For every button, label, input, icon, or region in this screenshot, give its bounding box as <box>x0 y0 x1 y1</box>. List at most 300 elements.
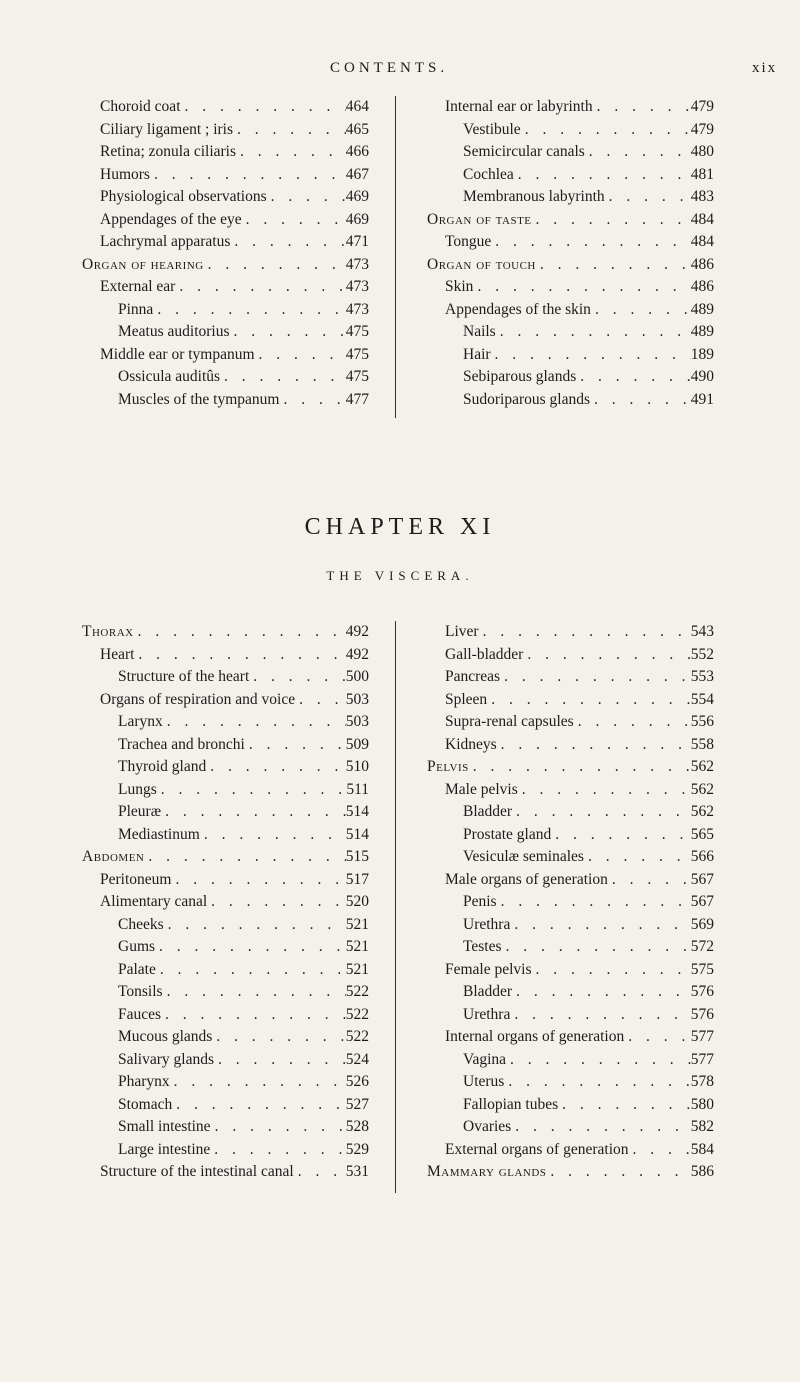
toc-entry <box>82 1116 369 1139</box>
toc-entry-label: Prostate gland <box>463 825 552 843</box>
toc-entry-label: Pinna <box>118 300 154 318</box>
toc-entry-page: 577 <box>690 1050 714 1068</box>
toc-entry <box>82 959 369 982</box>
toc-entry-page: 524 <box>345 1050 369 1068</box>
dot-leader <box>157 779 347 802</box>
toc-entry-page: 475 <box>345 368 369 385</box>
toc-entry-page: 475 <box>345 323 369 340</box>
toc-entry-label: Large intestine <box>118 1140 211 1158</box>
toc-entry-page: 562 <box>690 758 714 775</box>
toc-entry <box>82 299 369 322</box>
toc-entry-label: Membranous labyrinth <box>463 188 605 205</box>
toc-entry-page: 522 <box>345 983 369 1000</box>
toc-entry-page: 569 <box>690 915 714 933</box>
dot-leader <box>134 644 345 667</box>
dot-leader <box>212 1026 345 1049</box>
toc-entry <box>427 254 714 277</box>
toc-entry-page: 580 <box>690 1095 714 1113</box>
dot-leader <box>496 321 691 344</box>
toc-entry <box>82 756 369 779</box>
toc-entry <box>82 981 369 1004</box>
toc-entry <box>82 1026 369 1049</box>
toc-entry-label: Organs of respiration and voice <box>100 690 296 708</box>
dot-leader <box>546 1161 690 1184</box>
dot-leader <box>155 936 346 959</box>
toc-entry-label: Pelvis <box>427 758 469 775</box>
toc-entry-page: 515 <box>345 848 369 865</box>
toc-entry <box>427 1094 714 1117</box>
toc-entry <box>427 689 714 712</box>
toc-entry-label: Cochlea <box>463 165 514 183</box>
toc-entry-label: Internal ear or labyrinth <box>445 98 593 115</box>
toc-entry-page: 566 <box>690 848 714 865</box>
dot-leader <box>510 1004 690 1027</box>
dot-leader <box>536 254 691 277</box>
toc-entry <box>82 801 369 824</box>
toc-entry-label: Small intestine <box>118 1118 211 1135</box>
toc-entry-label: Physiological observations <box>100 188 267 205</box>
toc-entry-page: 464 <box>345 98 369 115</box>
toc-entry <box>427 1139 714 1162</box>
toc-entry <box>82 254 369 277</box>
toc-entry-label: Supra-renal capsules <box>445 713 574 730</box>
toc-entry <box>427 756 714 779</box>
toc-entry <box>427 119 714 142</box>
chapter-subtitle: THE VISCERA. <box>326 568 474 583</box>
dot-leader <box>175 276 345 299</box>
toc-entry-label: Bladder <box>463 983 513 1000</box>
dot-leader <box>161 801 346 824</box>
toc-entry-label: Structure of the heart <box>118 668 250 685</box>
toc-entry-page: 473 <box>345 300 369 318</box>
dot-leader <box>624 1026 691 1049</box>
toc-entry-label: Mucous glands <box>118 1028 213 1045</box>
toc-entry-label: Gums <box>118 938 156 955</box>
toc-entry <box>82 689 369 712</box>
dot-leader <box>576 366 691 389</box>
toc-entry-label: Nails <box>463 323 496 340</box>
toc-entry-label: Tonsils <box>118 983 163 1000</box>
toc-entry-label: Male organs of generation <box>445 870 608 888</box>
toc-entry-page: 491 <box>690 390 714 408</box>
toc-entry-page: 521 <box>345 938 369 955</box>
dot-leader <box>605 186 691 209</box>
toc-entry-page: 577 <box>690 1028 714 1045</box>
toc-entry <box>427 209 714 232</box>
toc-entry-page: 514 <box>345 803 369 820</box>
dot-leader <box>236 141 346 164</box>
toc-entry-page: 582 <box>690 1118 714 1135</box>
toc-entry-label: Lungs <box>118 780 157 798</box>
column-divider <box>395 621 396 1193</box>
toc-entry-page: 531 <box>345 1163 369 1180</box>
toc-entry-label: Ovaries <box>463 1118 512 1135</box>
toc-entry-page: 490 <box>690 368 714 385</box>
dot-leader <box>590 389 691 412</box>
toc-entry <box>427 321 714 344</box>
dot-leader <box>479 621 691 644</box>
dot-leader <box>204 254 346 277</box>
toc-entry <box>427 959 714 982</box>
toc-entry-page: 521 <box>345 915 369 933</box>
toc-entry-label: Penis <box>463 893 497 910</box>
toc-entry-label: Thyroid gland <box>118 758 207 775</box>
toc-entry-page: 503 <box>345 713 369 730</box>
dot-leader <box>233 119 346 142</box>
dot-leader <box>608 869 691 892</box>
dot-leader <box>171 869 345 892</box>
toc-entry-label: Kidneys <box>445 735 497 753</box>
dot-leader <box>593 96 691 119</box>
dot-leader <box>245 734 346 757</box>
toc-entry-label: Sudoriparous glands <box>463 390 591 408</box>
toc-entry-label: Ciliary ligament ; iris <box>100 120 234 138</box>
toc-entry-page: 479 <box>690 120 714 138</box>
toc-entry-page: 562 <box>690 780 714 798</box>
toc-entry <box>82 824 369 847</box>
toc-entry <box>427 389 714 412</box>
toc-entry-label: Fauces <box>118 1005 162 1023</box>
dot-leader <box>242 209 346 232</box>
toc-entry-label: Uterus <box>463 1073 505 1090</box>
toc-entry-page: 466 <box>345 143 369 160</box>
toc-entry-label: Gall-bladder <box>445 645 524 663</box>
toc-entry-label: Male pelvis <box>445 780 518 798</box>
toc-entry-page: 522 <box>345 1005 369 1023</box>
toc-entry-label: Pleuræ <box>118 803 162 820</box>
toc-entry-label: Stomach <box>118 1095 173 1113</box>
toc-entry-label: Appendages of the eye <box>100 210 242 228</box>
toc-entry-label: External organs of generation <box>445 1140 629 1158</box>
toc-entry-label: Mammary glands <box>427 1163 547 1180</box>
toc-entry <box>82 936 369 959</box>
dot-leader <box>532 959 691 982</box>
dot-leader <box>206 756 346 779</box>
toc-entry-page: 558 <box>690 735 714 753</box>
toc-entry-page: 503 <box>345 690 369 708</box>
toc-entry <box>427 96 714 119</box>
toc-entry <box>427 621 714 644</box>
toc-entry <box>82 914 369 937</box>
toc-entry-page: 517 <box>345 870 369 888</box>
dot-leader <box>584 846 691 869</box>
toc-entry <box>82 1094 369 1117</box>
dot-leader <box>502 936 691 959</box>
contents-column-right <box>427 96 714 411</box>
dot-leader <box>591 299 691 322</box>
toc-entry-page: 567 <box>690 893 714 910</box>
toc-entry-label: External ear <box>100 278 176 295</box>
toc-entry-label: Organ of taste <box>427 210 532 228</box>
toc-entry <box>82 644 369 667</box>
toc-entry <box>82 666 369 689</box>
toc-entry-page: 189 <box>690 345 714 363</box>
toc-entry-label: Internal organs of generation <box>445 1028 625 1045</box>
dot-leader <box>551 824 691 847</box>
toc-entry <box>82 366 369 389</box>
toc-entry-page: 514 <box>345 825 369 843</box>
dot-leader <box>156 959 346 982</box>
toc-entry-label: Mediastinum <box>118 825 200 843</box>
toc-entry-label: Pharynx <box>118 1073 170 1090</box>
toc-entry-page: 554 <box>690 690 714 708</box>
toc-entry-page: 486 <box>690 278 714 295</box>
toc-entry <box>427 666 714 689</box>
dot-leader <box>500 666 691 689</box>
toc-entry <box>427 1026 714 1049</box>
dot-leader <box>255 344 346 367</box>
toc-entry-label: Urethra <box>463 915 511 933</box>
toc-entry <box>82 389 369 412</box>
toc-entry <box>427 141 714 164</box>
toc-entry <box>427 1161 714 1184</box>
dot-leader <box>514 164 691 187</box>
toc-entry-label: Vagina <box>463 1050 507 1068</box>
dot-leader <box>164 914 346 937</box>
toc-entry <box>82 869 369 892</box>
toc-entry-label: Larynx <box>118 713 163 730</box>
toc-entry-label: Cheeks <box>118 915 164 933</box>
toc-entry-label: Skin <box>445 278 474 295</box>
toc-entry <box>82 186 369 209</box>
toc-entry <box>427 801 714 824</box>
toc-entry <box>82 734 369 757</box>
toc-entry <box>82 846 369 869</box>
dot-leader <box>491 344 691 367</box>
toc-entry <box>82 1139 369 1162</box>
dot-leader <box>512 801 691 824</box>
toc-entry-label: Hair <box>463 345 491 363</box>
toc-entry <box>82 321 369 344</box>
dot-leader <box>473 276 690 299</box>
toc-entry-page: 492 <box>345 623 369 640</box>
toc-entry <box>427 1071 714 1094</box>
toc-entry-label: Structure of the intestinal canal <box>100 1163 294 1180</box>
dot-leader <box>144 846 345 869</box>
toc-entry-label: Testes <box>463 938 502 955</box>
dot-leader <box>150 164 346 187</box>
dot-leader <box>585 141 691 164</box>
dot-leader <box>230 231 345 254</box>
toc-entry-label: Organ of hearing <box>82 255 204 273</box>
toc-entry-page: 578 <box>690 1073 714 1090</box>
toc-entry-label: Bladder <box>463 803 513 820</box>
contents-section-1 <box>82 96 714 411</box>
toc-entry <box>82 711 369 734</box>
toc-entry <box>427 1004 714 1027</box>
toc-entry-label: Vestibule <box>463 120 521 138</box>
toc-entry <box>427 846 714 869</box>
dot-leader <box>469 756 691 779</box>
toc-entry <box>427 711 714 734</box>
toc-entry <box>427 734 714 757</box>
toc-entry-page: 584 <box>690 1140 714 1158</box>
toc-entry <box>427 231 714 254</box>
toc-entry <box>82 96 369 119</box>
dot-leader <box>497 891 691 914</box>
toc-entry-page: 527 <box>345 1095 369 1113</box>
toc-entry-page: 510 <box>345 758 369 775</box>
toc-entry-label: Tongue <box>445 233 492 250</box>
toc-entry-page: 553 <box>690 668 714 685</box>
toc-entry-page: 511 <box>346 780 369 798</box>
toc-entry <box>427 936 714 959</box>
toc-entry-label: Sebiparous glands <box>463 368 577 385</box>
toc-entry-label: Palate <box>118 960 156 978</box>
toc-entry-label: Fallopian tubes <box>463 1095 559 1113</box>
dot-leader <box>558 1094 691 1117</box>
toc-entry <box>82 1071 369 1094</box>
toc-entry <box>427 914 714 937</box>
toc-entry <box>82 276 369 299</box>
page-number: xix <box>752 60 778 76</box>
toc-entry-page: 477 <box>345 390 369 408</box>
chapter-title: CHAPTER XI <box>304 514 496 540</box>
toc-entry-page: 576 <box>690 1005 714 1023</box>
toc-entry-label: Abdomen <box>82 848 145 865</box>
toc-entry-page: 529 <box>345 1140 369 1158</box>
toc-entry-page: 469 <box>345 210 369 228</box>
toc-entry <box>427 299 714 322</box>
toc-entry-label: Vesiculæ seminales <box>463 848 584 865</box>
dot-leader <box>518 779 691 802</box>
toc-entry-page: 576 <box>690 983 714 1000</box>
toc-entry <box>82 1004 369 1027</box>
toc-entry-page: 481 <box>690 165 714 183</box>
toc-entry-page: 492 <box>345 645 369 663</box>
toc-entry-page: 484 <box>690 210 714 228</box>
toc-entry <box>82 209 369 232</box>
dot-leader <box>163 981 346 1004</box>
dot-leader <box>214 1049 346 1072</box>
dot-leader <box>532 209 691 232</box>
toc-entry-label: Muscles of the tympanum <box>118 390 280 408</box>
toc-entry-page: 489 <box>690 323 714 340</box>
dot-leader <box>512 981 691 1004</box>
toc-entry <box>427 1116 714 1139</box>
toc-entry-page: 465 <box>345 120 369 138</box>
contents-column-left <box>82 621 369 1184</box>
dot-leader <box>506 1049 691 1072</box>
toc-entry-label: Pancreas <box>445 668 501 685</box>
toc-entry-page: 567 <box>690 870 714 888</box>
toc-entry-page: 489 <box>690 300 714 318</box>
toc-entry <box>427 164 714 187</box>
dot-leader <box>163 711 346 734</box>
column-divider <box>395 96 396 418</box>
toc-entry <box>427 824 714 847</box>
toc-entry-label: Thorax <box>82 623 134 640</box>
toc-entry-page: 522 <box>345 1028 369 1045</box>
dot-leader <box>491 231 690 254</box>
dot-leader <box>294 1161 346 1184</box>
toc-entry-label: Choroid coat <box>100 98 181 115</box>
toc-entry <box>82 621 369 644</box>
toc-entry-page: 521 <box>345 960 369 978</box>
toc-entry <box>427 1049 714 1072</box>
toc-entry-label: Middle ear or tympanum <box>100 345 255 363</box>
running-title: CONTENTS. <box>330 60 449 76</box>
toc-entry <box>82 231 369 254</box>
dot-leader <box>134 621 346 644</box>
dot-leader <box>574 711 691 734</box>
toc-entry-label: Ossicula auditûs <box>118 368 221 385</box>
toc-entry-page: 471 <box>345 233 369 250</box>
dot-leader <box>210 1139 345 1162</box>
dot-leader <box>504 1071 690 1094</box>
dot-leader <box>170 1071 346 1094</box>
toc-entry-page: 543 <box>690 623 714 640</box>
toc-entry <box>427 869 714 892</box>
toc-entry-label: Salivary glands <box>118 1050 214 1068</box>
toc-entry-page: 520 <box>345 893 369 910</box>
toc-entry <box>427 276 714 299</box>
toc-entry-label: Humors <box>100 165 150 183</box>
toc-entry-label: Alimentary canal <box>100 893 208 910</box>
dot-leader <box>510 914 690 937</box>
toc-entry <box>427 891 714 914</box>
dot-leader <box>181 96 346 119</box>
dot-leader <box>207 891 346 914</box>
toc-entry-page: 556 <box>690 713 714 730</box>
toc-entry-page: 469 <box>345 188 369 205</box>
dot-leader <box>249 666 345 689</box>
toc-entry-page: 500 <box>345 668 369 685</box>
dot-leader <box>172 1094 346 1117</box>
toc-entry-label: Urethra <box>463 1005 511 1023</box>
toc-entry <box>427 981 714 1004</box>
toc-entry <box>82 164 369 187</box>
toc-entry-page: 562 <box>690 803 714 820</box>
toc-entry-label: Appendages of the skin <box>445 300 591 318</box>
contents-column-left <box>82 96 369 411</box>
toc-entry <box>82 1049 369 1072</box>
dot-leader <box>487 689 691 712</box>
toc-entry <box>82 1161 369 1184</box>
dot-leader <box>629 1139 691 1162</box>
dot-leader <box>211 1116 346 1139</box>
dot-leader <box>153 299 345 322</box>
toc-entry-label: Trachea and bronchi <box>118 735 245 753</box>
dot-leader <box>497 734 691 757</box>
toc-entry <box>82 344 369 367</box>
toc-entry <box>427 344 714 367</box>
toc-entry-page: 509 <box>345 735 369 753</box>
toc-entry-page: 480 <box>690 143 714 160</box>
toc-entry-page: 572 <box>690 938 714 955</box>
toc-entry <box>82 141 369 164</box>
toc-entry-page: 467 <box>345 165 369 183</box>
toc-entry-label: Organ of touch <box>427 255 536 273</box>
dot-leader <box>220 366 346 389</box>
toc-entry-page: 475 <box>345 345 369 363</box>
dot-leader <box>295 689 346 712</box>
toc-entry <box>82 891 369 914</box>
toc-entry-page: 552 <box>690 645 714 663</box>
dot-leader <box>230 321 346 344</box>
toc-entry <box>427 366 714 389</box>
dot-leader <box>511 1116 691 1139</box>
toc-entry <box>427 644 714 667</box>
toc-entry-page: 486 <box>690 255 714 273</box>
toc-entry-label: Lachrymal apparatus <box>100 233 231 250</box>
dot-leader <box>279 389 345 412</box>
contents-column-right <box>427 621 714 1184</box>
toc-entry-label: Retina; zonula ciliaris <box>100 143 237 160</box>
toc-entry <box>82 779 369 802</box>
toc-entry-label: Heart <box>100 645 135 663</box>
toc-entry-page: 565 <box>690 825 714 843</box>
